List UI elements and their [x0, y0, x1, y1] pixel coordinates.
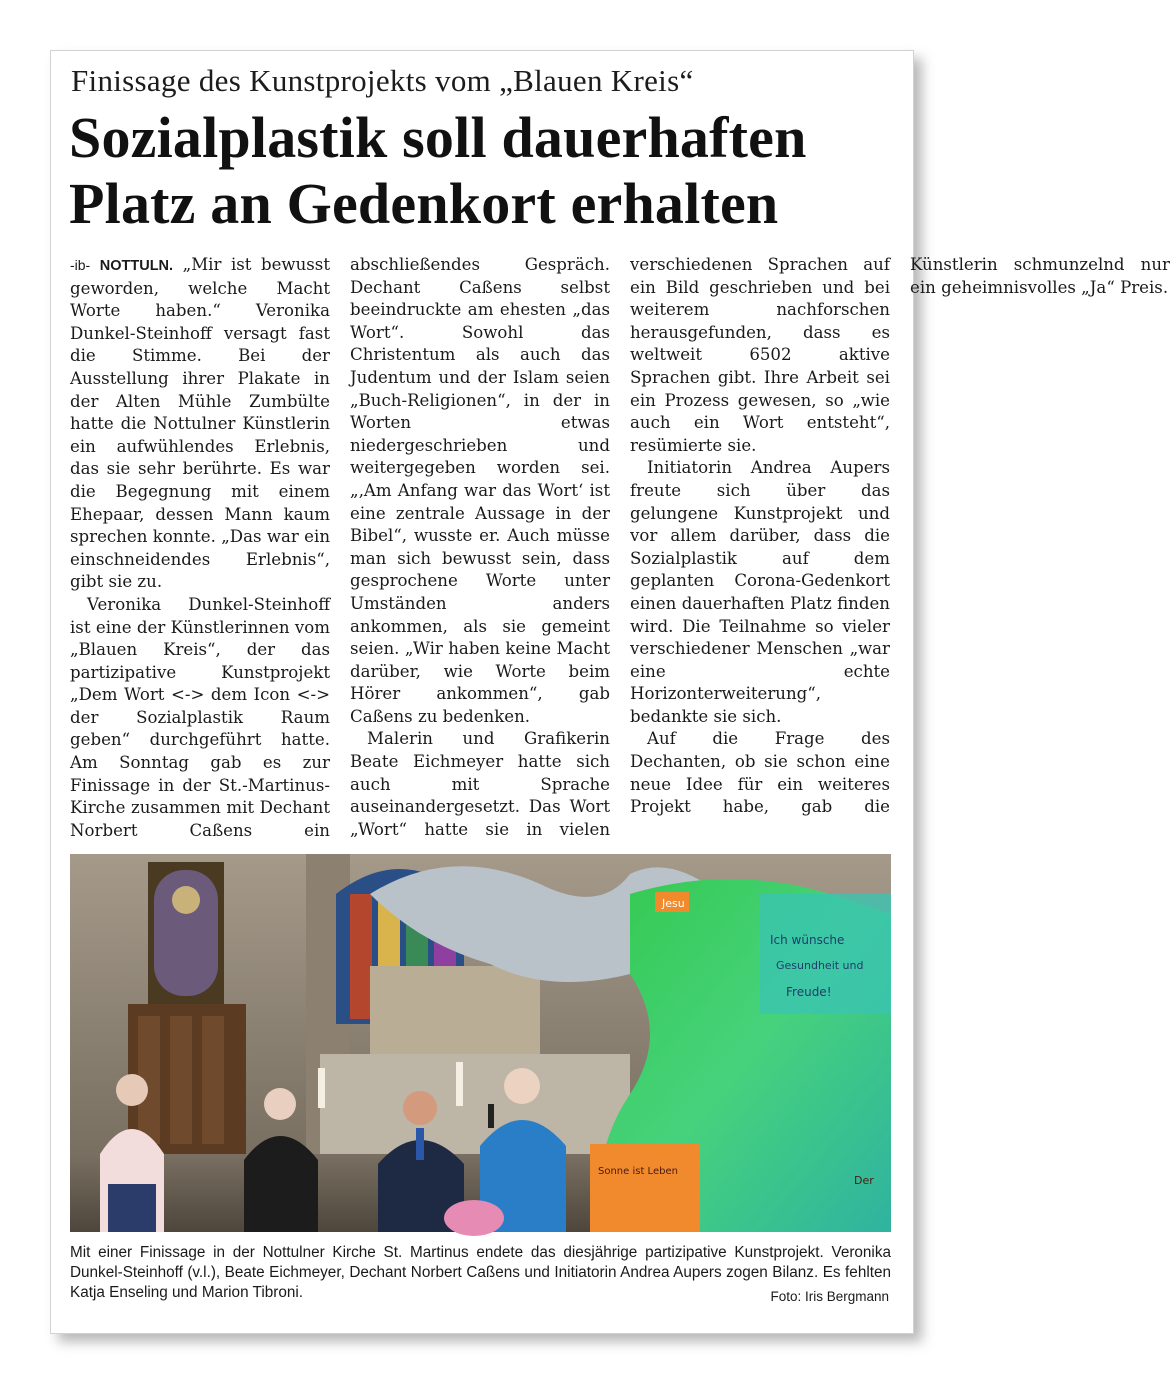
window-panel — [350, 894, 372, 1019]
article-paragraph — [70, 254, 330, 594]
candle — [318, 1068, 325, 1108]
altar-table — [320, 1054, 630, 1154]
article-paragraph: Auf die Frage des Dechanten, ob sie schon eine neue Idee für ein weiteres Projekt habe, gab die Künstlerin schmunzelnd nur ein geheimnisvolles „Ja“ Preis. — [630, 255, 1170, 817]
sculpture-word: Der — [854, 1174, 874, 1187]
sculpture-word: Gesundheit und — [776, 959, 864, 972]
flower-bouquet — [444, 1200, 504, 1236]
article-paragraph: Initiatorin Andrea Aupers freute sich über das gelungene Kunstprojekt und vor allem darüber, dass die Sozialplastik auf dem geplanten Corona-Gedenkort einen dauerhaften Platz finden wird. Die Teilnahme so vieler verschiedener Menschen „war eine echte Horizonterweiterung“, bedankte sie sich. — [630, 458, 890, 726]
sculpture-word: Freude! — [786, 985, 832, 999]
panel-carving — [202, 1016, 224, 1144]
panel-carving — [170, 1016, 192, 1144]
dateline-place: NOTTULN. — [99, 258, 174, 274]
photo-credit: Foto: Iris Bergmann — [770, 1289, 889, 1304]
church-scene-illustration — [70, 854, 891, 1232]
candle — [456, 1062, 463, 1106]
article-body — [70, 254, 1170, 844]
stone-altar-relief — [370, 966, 540, 1054]
newspaper-clipping — [50, 50, 1170, 1334]
article-photo — [70, 854, 891, 1232]
author-tag: -ib- — [70, 257, 91, 273]
article-paragraph: Veronika Dunkel-Steinhoff ist eine der Künstlerinnen vom „Blauen Kreis“, der das partizipative Kunstprojekt „Dem Wort <-> dem Icon <-> der Sozialplastik Raum geben“ durchgeführt hatte. Am Sonntag gab es zur Finissage in der St.-Martinus-Kirche zusammen mit Dechant Norbert Caßens ein abschließendes Gespräch. Dechant Caßens selbst beeindruckte am ehesten „das Wort“. Sowohl das Christentum als auch das Judentum und der Islam seien „Buch-Religionen“, in der in Worten etwas niedergeschrieben und weitergegeben worden sei. „‚Am Anfang war das Wort‘ ist eine zentrale Aussage in der Bibel“, wusste er. Auch müsse man sich bewusst sein, dass gesprochene Worte unter Umständen anders ankommen, als sie gemeint seien. „Wir haben keine Macht darüber, wie Worte beim Hörer ankommen“, gab Caßens zu bedenken. — [70, 255, 610, 840]
article-kicker: Finissage des Kunstprojekts vom „Blauen Kreis“ — [71, 63, 694, 98]
article-paragraph: Malerin und Grafikerin Beate Eichmeyer hatte sich auch mit Sprache auseinandergesetzt. Das Wort „Wort“ hatte sie in vielen verschiedenen Sprachen auf ein Bild geschrieben und bei weiterem nachforschen herausgefunden, dass es weltweit 6502 aktive Sprachen gibt. Ihre Arbeit sei ein Prozess gewesen, so „wie auch ein Wort entsteht“, resümierte sie. — [350, 255, 890, 839]
photo-caption: Mit einer Finissage in der Nottulner Kirche St. Martinus endete das diesjährige partizipative Kunstprojekt. Veronika Dunkel-Steinhoff (v.l.), Beate Eichmeyer, Dechant Norbert Caßens und Initiatorin Andrea Aupers zogen Bilanz. Es fehlten Katja Enseling und Marion Tibroni. — [70, 1244, 891, 1301]
sculpture-word: Jesu — [662, 897, 685, 910]
paragraph-text: „Mir ist bewusst geworden, welche Macht Worte haben.“ Veronika Dunkel-Steinhoff versagt fast die Stimme. Bei der Ausstellung ihrer Plakate in der Alten Mühle Zumbülte hatte die Nottulner Künstlerin ein aufwühlendes Erlebnis, das sie sehr berührte. Es war die Begegnung mit einem Ehepaar, dessen Mann kaum sprechen konnte. „Das war ein einschneidendes Erlebnis“, gibt sie zu. — [70, 255, 330, 592]
sculpture-word: Sonne ist Leben — [598, 1166, 678, 1177]
painting-halo — [172, 886, 200, 914]
sculpture-word: Ich wünsche — [770, 933, 845, 947]
article-headline: Sozialplastik soll dauerhaften Platz an Gedenkort erhalten — [69, 105, 807, 236]
